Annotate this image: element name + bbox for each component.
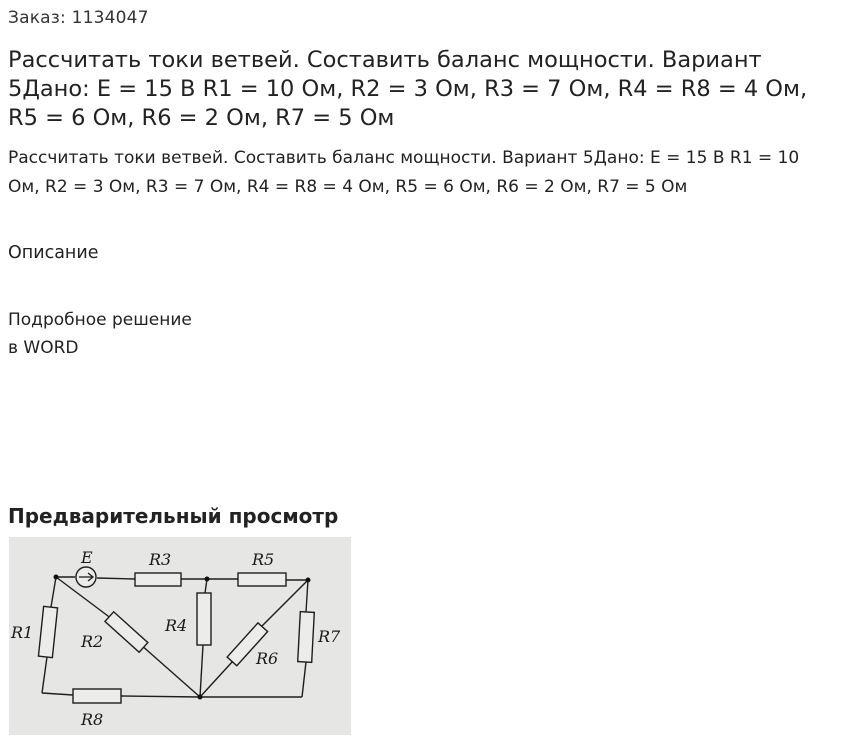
description-line: в WORD: [8, 338, 79, 358]
circuit-diagram: [9, 537, 351, 735]
label-e: E: [81, 548, 93, 567]
voltage-source-icon: [76, 567, 96, 587]
resistor-r7: [298, 612, 315, 663]
resistor-r3: [135, 573, 181, 586]
label-r4: R4: [165, 616, 188, 635]
label-r7: R7: [318, 627, 341, 646]
label-r8: R8: [81, 710, 104, 729]
page-title: Рассчитать токи ветвей. Составить баланс мощности. Вариант 5Дано: E = 15 В R1 = 10 Ом, R2 = 3 Ом, R3 = 7 Ом, R4 = R8 = 4 Ом, R5 = 6 Ом, R6 = 2 Ом, R7 = 5 Ом: [8, 47, 808, 131]
order-number: Заказ: 1134047: [8, 8, 149, 28]
resistor-r4: [197, 593, 211, 645]
description-heading: Описание: [8, 243, 99, 263]
resistor-r8: [73, 689, 121, 703]
resistor-r2: [105, 612, 148, 652]
preview-heading: Предварительный просмотр: [8, 504, 339, 528]
description-body: [8, 306, 192, 362]
label-r3: R3: [149, 550, 172, 569]
label-r6: R6: [256, 649, 279, 668]
task-summary: Рассчитать токи ветвей. Составить баланс мощности. Вариант 5Дано: E = 15 В R1 = 10 Ом, R2 = 3 Ом, R3 = 7 Ом, R4 = R8 = 4 Ом, R5 = 6 Ом, R6 = 2 Ом, R7 = 5 Ом: [8, 148, 800, 197]
label-r2: R2: [81, 632, 104, 651]
description-line: Подробное решение: [8, 310, 192, 330]
resistor-r5: [238, 573, 286, 586]
resistor-r1: [38, 606, 57, 657]
label-r5: R5: [252, 550, 275, 569]
label-r1: R1: [11, 623, 34, 642]
preview-image[interactable]: [9, 537, 351, 735]
resistors: [38, 573, 314, 703]
